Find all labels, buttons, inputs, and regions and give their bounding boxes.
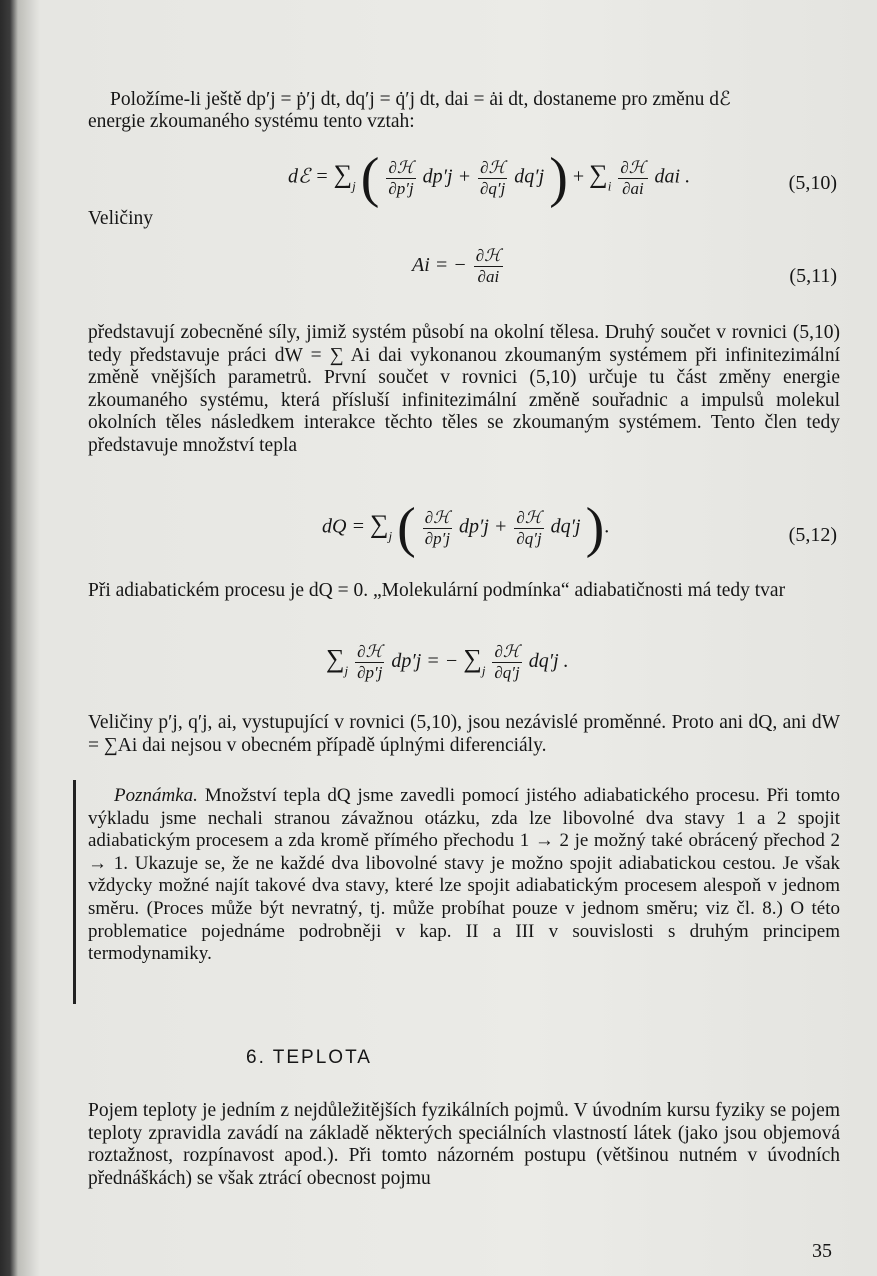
veliciny-label: Veličiny [88, 208, 153, 229]
paragraph-1-line-2: energie zkoumaného systému tento vztah: [88, 111, 415, 132]
section-heading: 6. TEPLOTA [246, 1047, 372, 1068]
paragraph-4: Veličiny p′j, q′j, ai, vystupující v rovnici (5,10), jsou nezávislé proměnné. Proto ani dQ, ani dW = ∑Ai dai nejsou v obecném případě úplnými diferenciály. [88, 712, 840, 756]
equation-number-5-10: (5,10) [788, 172, 837, 194]
equation-number-5-12: (5,12) [788, 524, 837, 546]
note-paragraph [88, 785, 840, 966]
equation-5-10: dℰ = $\sum_j$ ( $\frac{\text{∂ℋ}}{\partial p'j}$ dp′j + $\frac{\text{∂ℋ}}{\partial q'j}$ dq′j ) + $\sum_i$ $\frac{\text{∂ℋ}}{\partial ai}$ dai . [288, 147, 691, 209]
equation-adiabatic-condition: $\sum_j$ $\frac{\text{∂ℋ}}{\partial p'j}$ dp′j = − $\sum_j$ $\frac{\text{∂ℋ}}{\partial q'j}$ dq′j . [326, 642, 569, 682]
note-margin-bar [73, 780, 76, 1004]
paragraph-3: Při adiabatickém procesu je dQ = 0. „Molekulární podmínka“ adiabatičnosti má tedy tvar [88, 580, 786, 601]
note-label: Poznámka. [114, 785, 198, 806]
equation-5-11: Ai = − $\frac{\text{∂ℋ}}{\partial ai}$ [412, 246, 501, 286]
note-text: Množství tepla dQ jsme zavedli pomocí jistého adiabatického procesu. Při tomto výkladu jsme nechali stranou závažnou otázku, zda lze libovolné dva stavy 1 a 2 spojit adiabatickým procesem a zda kromě přímého přechodu 1 → 2 je možný také obrácený přechod 2 → 1. Ukazuje se, že ne každé dva libovolné stavy je možno spojit adiabatickou cestou. Je však vždycky možné najít takové dva stavy, které lze spojit adiabatickým procesem alespoň v jednom směru. (Proces může být nevratný, tj. může probíhat pouze v jednom směru; viz čl. 8.) O této problematice pojednáme podrobněji v kap. II a III v souvislosti s druhým principem termodynamiky. [88, 785, 841, 965]
equation-5-12: dQ = $\sum_j$ ( $\frac{\text{∂ℋ}}{\partial p'j}$ dp′j + $\frac{\text{∂ℋ}}{\partial q'j}$ dq′j ). [322, 497, 610, 559]
page-number: 35 [812, 1240, 832, 1262]
paragraph-2: představují zobecněné síly, jimiž systém působí na okolní tělesa. Druhý součet v rovnici (5,10) tedy představuje práci dW = ∑ Ai dai vykonanou zkoumaným systémem při infinitezimální změně vnějších parametrů. První součet v rovnici (5,10) určuje tu část změny energie zkoumaného systému, která přísluší infinitezimální změně souřadnic a impulsů molekul okolních těles následkem interakce těchto těles se zkoumaným systémem. Tento člen tedy představuje množství tepla [88, 322, 840, 456]
equation-number-5-11: (5,11) [789, 265, 837, 287]
paragraph-5: Pojem teploty je jedním z nejdůležitějších fyzikálních pojmů. V úvodním kursu fyziky se pojem teploty zpravidla zavádí na základě některých speciálních vlastností látek (jako jsou objemová roztažnost, rozpínavost apod.). Při tomto názorném postupu (většinou nutném v úvodních přednáškách) se však ztrácí obecnost pojmu [88, 1100, 840, 1189]
paragraph-1-line-1: Položíme-li ještě dp′j = ṗ′j dt, dq′j = q̇′j dt, dai = ȧi dt, dostaneme pro změnu dℰ [110, 89, 731, 110]
